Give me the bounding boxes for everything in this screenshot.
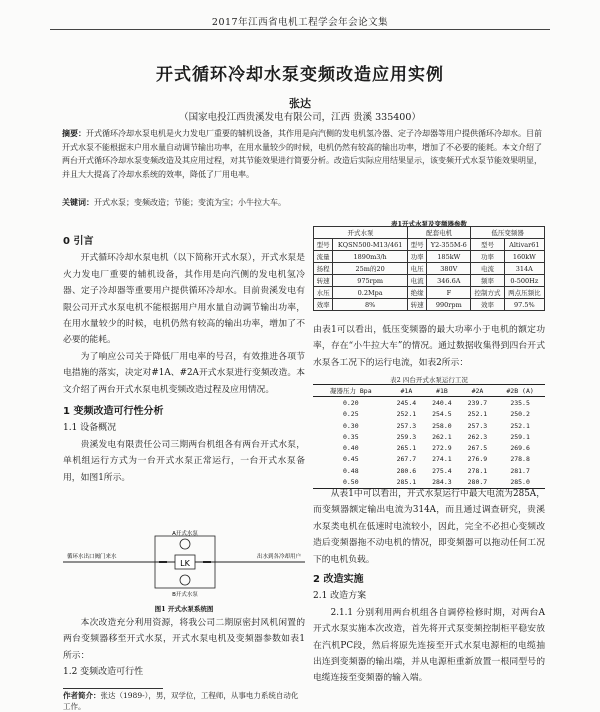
section-0-heading: 0 引言 [63,236,94,247]
table-cell: 346.6A [427,275,471,287]
table-cell: 281.7 [510,466,530,475]
table-row [313,409,545,420]
table-header-row [313,385,545,397]
table-cell: 252.1 [467,410,488,419]
table-cell: 电压 [407,263,426,275]
table-cell: 0.35 [342,432,359,441]
diagram-top-label: A开式水泵 [172,531,198,537]
table-1-group: 开式水泵 [314,227,408,239]
table-cell: 型号 [314,239,333,251]
table-1-caption: 表1开式水泵及变频器参数 [390,220,468,228]
table-2 [313,384,545,489]
table-row [313,420,545,431]
footnote-text: 张达（1989-），男，双学位，工程师，从事电力系统自动化工作。 [63,691,299,711]
table-cell: KQSN500-M13/461 [333,239,408,251]
table-row [314,299,545,311]
table-cell: 97.5% [504,299,544,311]
table-cell: 两点压频比 [504,287,544,299]
table-cell: 990rpm [427,299,471,311]
header-rule [50,29,550,30]
table-cell: 278.1 [467,466,488,475]
table-row [313,465,545,476]
table-cell: F [427,287,471,299]
diagram-left-label: 循环水出口阀门来水 [67,554,117,560]
keywords-label: 关键词： [62,198,94,207]
keywords [62,197,542,208]
table-cell: 267.7 [396,455,417,464]
table-cell: 0.40 [342,444,359,453]
running-header: 2017年江西省电机工程学会年会论文集 [211,17,389,28]
table-cell: 259.1 [510,432,530,441]
table-cell: 0.20 [342,398,359,407]
table-cell: 1890m3/h [333,251,408,263]
table-cell: 185kW [427,251,471,263]
table-cell: Y2-355M-6 [427,239,471,251]
table-cell: 扬程 [314,263,333,275]
table-cell: 频率 [471,275,504,287]
table-1-group: 配套电机 [407,227,470,239]
table-cell: 252.1 [396,410,417,419]
table-cell: 型号 [407,239,426,251]
footnote-label: 作者简介： [63,691,101,700]
subsection-1-2-heading: 1.2 变频改造可行性 [63,667,144,678]
table-1-group: 低压变频器 [471,227,545,239]
table-cell: 电流 [471,263,504,275]
diagram-symbol: LK [180,559,190,568]
left-column [63,234,305,486]
table-row [313,431,545,442]
table-cell: 转速 [314,275,333,287]
table-cell: 262.1 [432,432,452,441]
table-cell: 水压 [314,287,333,299]
section-1-paragraph-1: 贵溪发电有限责任公司三期两台机组各有两台开式水泵，单机组运行方式为一台开式水泵正常运行，一台开式水泵备用，如图1所示。 [63,439,305,483]
table-cell: 257.3 [396,421,417,430]
paper-title: 开式循环冷却水泵变频改造应用实例 [156,65,444,85]
table-header: #2B (A) [495,385,545,397]
table-cell: 257.3 [467,421,488,430]
table-cell: 0.25 [342,410,359,419]
table-cell: 262.3 [467,432,488,441]
table-1 [313,226,545,311]
figure-1 [63,528,305,602]
table-row [314,275,545,287]
abstract-text: 开式循环冷却水泵电机是火力发电厂重要的辅机设备，其作用是向汽侧的发电机氢冷器、定子冷却器等用户提供循环冷却水。目前开式水泵不能根据末户用水量自动调节输出功率，在用水量较少的时候，电机仍然有较高的输出功率，增加了不必要的能耗。本文介绍了两台开式循环冷却水泵变频改造及其应用过程，对其节能效果进行简要分析。改造后实际应用结果显示，该变频开式水泵节能效果明显，并且大大提高了冷却水系统的效率，降低了厂用电率。 [62,129,542,179]
table-cell: 0.30 [342,421,359,430]
table-cell: 160kW [504,251,544,263]
table-cell: Altivar61 [504,239,544,251]
table-row [314,263,545,275]
table-cell: 电流 [407,275,426,287]
table-header: #2A [460,385,496,397]
pump-system-diagram [63,528,305,602]
table-2-caption: 表2 四台开式水泵运行工况 [390,376,468,384]
section-1-paragraph-2: 本次改造充分利用资源，将我公司二期原密封风机闲置的两台变频器移至开式水泵，开式水泵电机及变频器参数如表1所示： [63,618,305,661]
table-cell: 278.8 [510,455,530,464]
table-row [313,454,545,465]
figure-1-caption: 图1 开式水泵系统图 [154,605,214,613]
table-cell: 259.3 [396,432,417,441]
right-column-paragraph-1: 由表1可以看出，低压变频器的最大功率小于电机的额定功率，存在“小牛拉大车”的情况。通过数据收集得到四台开式水泵各工况下的运行电流，如表2所示： [313,325,545,368]
affiliation: （国家电投江西贵溪发电有限公司，江西 贵溪 335400） [179,112,421,123]
table-cell: 280.7 [460,476,496,488]
keywords-text: 开式水泵；变频改造；节能；变流为宝；小牛拉大车。 [94,198,286,207]
table-cell: 0-500Hz [504,275,544,287]
table-cell: 284.3 [424,476,460,488]
table-cell: 控制方式 [471,287,504,299]
table-cell: 功率 [407,251,426,263]
table-cell: 285.1 [389,476,425,488]
diagram-bottom-label: B开式水泵 [172,592,198,598]
abstract [62,127,542,181]
table-cell: 276.9 [467,455,488,464]
table-row [314,287,545,299]
table-cell: 245.4 [396,398,417,407]
table-cell: 绝缘 [407,287,426,299]
table-header: #1A [389,385,425,397]
table-cell: 258.0 [432,421,452,430]
right-column-paragraph-3: 2.1.1 分别利用两台机组各自调停检修时期，对两台A开式水泵实施本次改造，首先将开式泵变频控制柜平稳安放在汽机PC段，然后将原先连接至开式水泵电源柜的电缆抽出连到变频器的输出端，并从电源柜重新放置一根同型号的电缆连接至变频器的输入端。 [313,607,545,684]
footnote-rule [63,688,163,689]
table-row [313,442,545,453]
table-cell: 功率 [471,251,504,263]
table-cell: 265.1 [396,444,417,453]
table-cell: 转速 [407,299,426,311]
diagram-right-label: 出水到各冷却用户 [256,554,301,560]
table-header: #1B [424,385,460,397]
table-cell: 272.9 [432,444,452,453]
table-cell: 0.50 [313,476,389,488]
table-cell: 型号 [471,239,504,251]
left-column-lower [63,615,305,681]
section-0-paragraph-1: 开式循环冷却水泵电机（以下简称开式水泵），开式水泵是火力发电厂重要的辅机设备，其作用是向汽侧的发电机氢冷器、定子冷却器等重要用户提供循环冷却水。目前贵溪发电有限公司开式水泵电机不能根据用户用水量自动调节输出功率，在用水量较少的时候，电机仍然有较高的输出功率，增加了不必要的能耗。 [63,253,305,346]
table-cell: 254.5 [432,410,452,419]
author: 张达 [289,97,311,110]
abstract-label: 摘要： [62,129,86,138]
table-row [314,251,545,263]
table-cell: 8% [333,299,408,311]
table-cell: 280.6 [396,466,417,475]
table-cell: 流量 [314,251,333,263]
table-cell: 975rpm [333,275,408,287]
table-cell: 240.4 [432,398,452,407]
right-column-paragraph-2: 从表1中可以看出，开式水泵运行中最大电流为285A，而变频器额定输出电流为314A，而且通过调查研究，贵溪水泵类电机在低速时电流较小，因此，完全不必担心变频改造后变频器拖不动电机的情况，即变频器可以拖动任何工况下的电机负载。 [313,489,545,565]
subsection-1-1-heading: 1.1 设备概况 [63,423,117,434]
section-0-paragraph-2: 为了响应公司关于降低厂用电率的号召，有效推进各项节电措施的落实，决定对#1A、#2A开式水泵进行变频改造。本文介绍了两台开式水泵电机变频改造过程及应用情况。 [63,351,305,395]
table-cell: 效率 [471,299,504,311]
right-column-lower [313,486,545,687]
table-cell: 285.0 [495,476,545,488]
table-cell: 274.1 [432,455,452,464]
table-cell: 235.5 [510,398,530,407]
table-cell: 25m的20 [333,263,408,275]
table-cell: 239.7 [467,398,488,407]
table-cell: 0.48 [342,466,359,475]
table-cell: 380V [427,263,471,275]
table-row [314,239,545,251]
section-2-heading: 2 改造实施 [313,574,364,586]
table-cell: 0.45 [342,455,359,464]
table-cell: 250.2 [510,410,530,419]
table-cell: 314A [504,263,544,275]
subsection-2-1-heading: 2.1 改造方案 [313,591,367,602]
table-cell: 267.5 [467,444,488,453]
table-cell: 0.2Mpa [333,287,408,299]
author-footnote [63,690,305,712]
section-1-heading: 1 变频改造可行性分析 [63,406,164,418]
table-cell: 269.6 [510,444,530,453]
table-cell: 275.4 [432,466,452,475]
table-row [313,397,545,409]
table-cell: 效率 [314,299,333,311]
table-cell: 252.1 [510,421,530,430]
table-header: 凝器压力 Bpa [313,385,389,397]
